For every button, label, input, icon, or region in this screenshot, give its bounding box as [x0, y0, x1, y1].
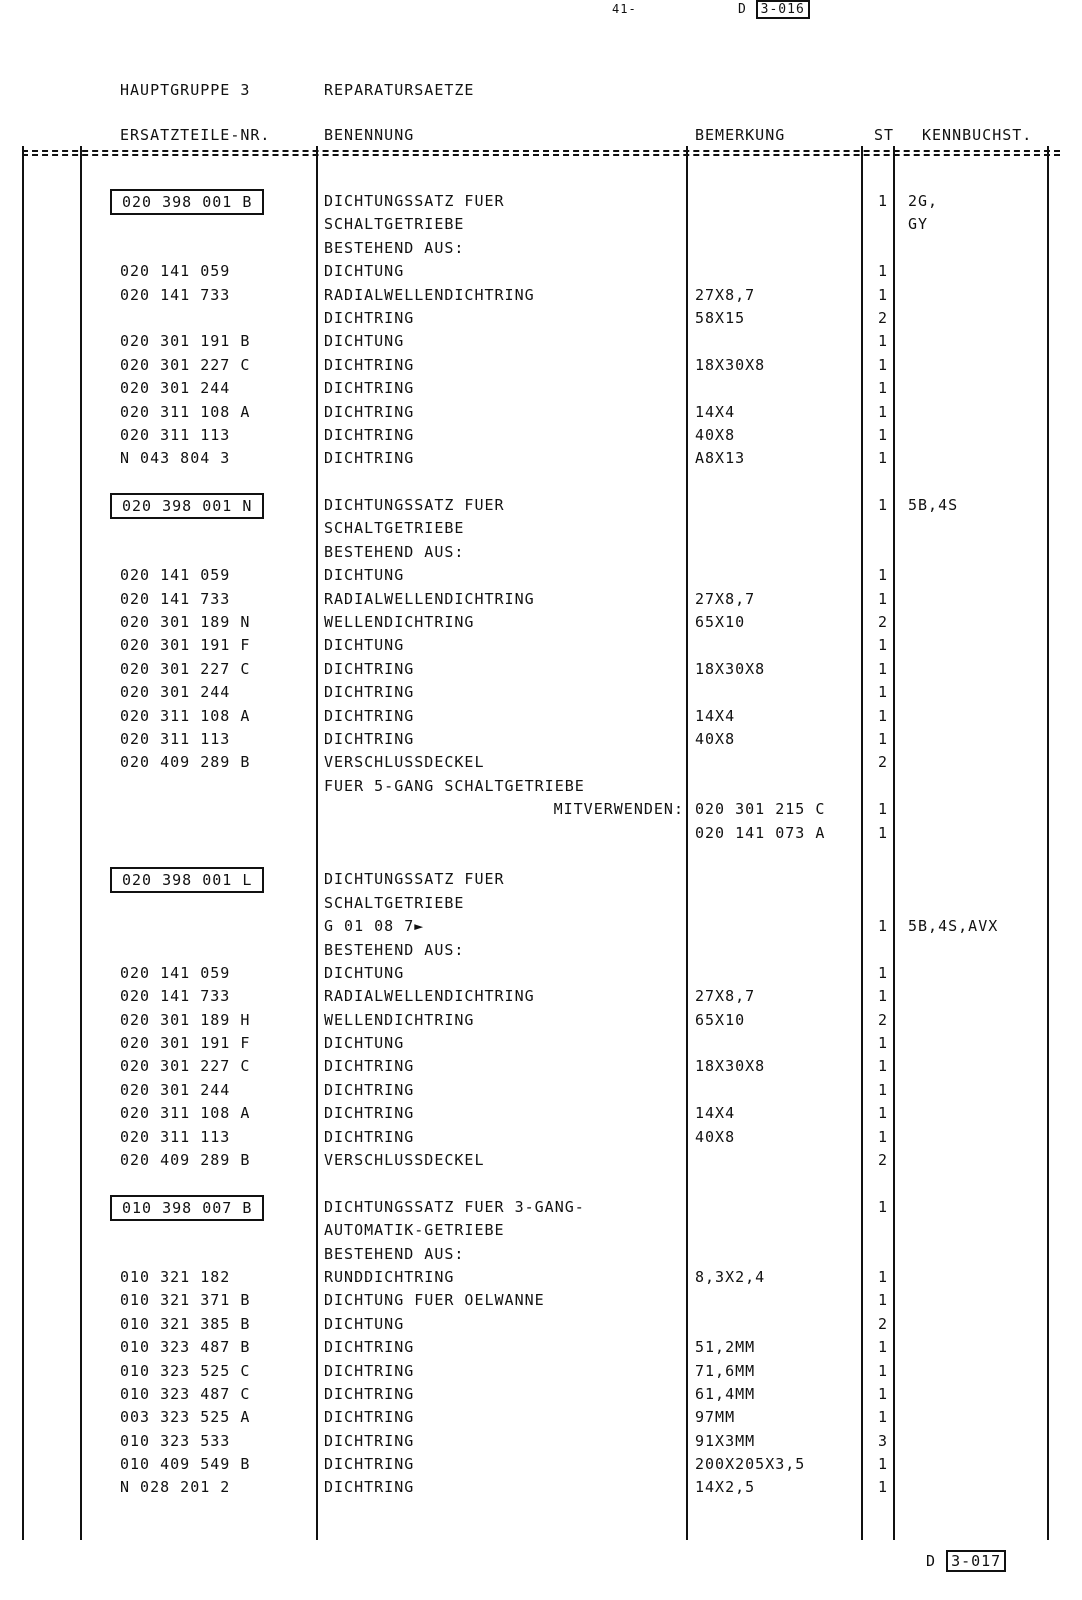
qty-cell: 1 [877, 683, 888, 702]
name-cell: DICHTUNG [324, 1314, 405, 1333]
name-cell: DICHTRING [324, 729, 415, 748]
column-header-remark: BEMERKUNG [695, 126, 786, 144]
table-row [0, 1289, 1082, 1312]
name-cell: RADIALWELLENDICHTRING [324, 285, 535, 304]
table-row [0, 377, 1082, 400]
qty-cell: 1 [877, 823, 888, 842]
table-row [0, 588, 1082, 611]
part-number-cell: 020 141 059 [120, 963, 231, 982]
remark-cell: 14X4 [695, 1104, 736, 1123]
qty-cell: 1 [877, 1267, 888, 1286]
qty-cell: 2 [877, 753, 888, 772]
table-row [0, 1360, 1082, 1383]
part-number-cell: 020 409 289 B [120, 753, 251, 772]
qty-cell: 3 [877, 1431, 888, 1450]
part-number-cell: 020 301 227 C [120, 1057, 251, 1076]
part-number-cell: 020 301 227 C [120, 659, 251, 678]
table-row [0, 1102, 1082, 1125]
table-row [0, 1336, 1082, 1359]
table-row [0, 728, 1082, 751]
column-header-qty: ST [874, 126, 895, 144]
table-row [0, 1009, 1082, 1032]
table-row [0, 494, 1082, 517]
table-row [0, 1406, 1082, 1429]
part-number-cell: 020 409 289 B [120, 1151, 251, 1170]
remark-cell: 40X8 [695, 425, 736, 444]
table-row [0, 237, 1082, 260]
name-cell: SCHALTGETRIEBE [324, 893, 465, 912]
name-cell: DICHTRING [324, 308, 415, 327]
remark-cell: 71,6MM [695, 1361, 756, 1380]
page-code-top-box: 3-016 [756, 0, 810, 19]
part-number-cell: N 028 201 2 [120, 1478, 231, 1497]
name-cell: FUER 5-GANG SCHALTGETRIEBE [324, 776, 585, 795]
table-row [0, 1079, 1082, 1102]
name-cell: DICHTRING [324, 1338, 415, 1357]
table-row [0, 1149, 1082, 1172]
qty-cell: 1 [877, 192, 888, 210]
table-row [0, 354, 1082, 377]
part-number-cell: 010 323 487 C [120, 1384, 251, 1403]
qty-cell: 1 [877, 1197, 888, 1216]
part-number-cell: 020 141 733 [120, 589, 231, 608]
part-number-cell: N 043 804 3 [120, 449, 231, 468]
table-row [0, 798, 1082, 821]
table-row [0, 447, 1082, 470]
qty-cell: 1 [877, 1104, 888, 1123]
qty-cell: 1 [877, 636, 888, 655]
name-cell: BESTEHEND AUS: [324, 1244, 465, 1263]
table-row [0, 611, 1082, 634]
qty-cell: 1 [877, 449, 888, 468]
code-cell: GY [908, 215, 929, 234]
remark-cell: 020 301 215 C [695, 800, 826, 819]
page-code-bottom-box: 3-017 [946, 1550, 1006, 1572]
remark-cell: 18X30X8 [695, 1057, 766, 1076]
name-cell: SCHALTGETRIEBE [324, 215, 465, 234]
header-separator [22, 150, 1060, 156]
remark-cell: 14X4 [695, 706, 736, 725]
part-number-cell: 010 323 525 C [120, 1361, 251, 1380]
remark-cell: 14X4 [695, 402, 736, 421]
remark-cell: 40X8 [695, 1127, 736, 1146]
part-number-cell: 020 301 191 F [120, 636, 251, 655]
name-cell: DICHTRING [324, 1080, 415, 1099]
name-cell: DICHTRING [324, 1127, 415, 1146]
table-row [0, 330, 1082, 353]
name-cell: BESTEHEND AUS: [324, 542, 465, 561]
name-cell: VERSCHLUSSDECKEL [324, 1151, 485, 1170]
remark-cell: 27X8,7 [695, 285, 756, 304]
remark-cell: 58X15 [695, 308, 746, 327]
table-row [0, 1196, 1082, 1219]
part-number-cell: 020 311 108 A [120, 706, 251, 725]
part-number-cell: 020 301 191 B [120, 332, 251, 351]
name-cell: BESTEHEND AUS: [324, 238, 465, 257]
name-cell: DICHTUNGSSATZ FUER [324, 192, 505, 210]
qty-cell: 1 [877, 1478, 888, 1497]
table-row [0, 1453, 1082, 1476]
qty-cell: 1 [877, 262, 888, 281]
column-header-name: BENENNUNG [324, 126, 415, 144]
qty-cell: 1 [877, 285, 888, 304]
table-row [0, 705, 1082, 728]
table-row [0, 658, 1082, 681]
name-cell: DICHTRING [324, 683, 415, 702]
remark-cell: 61,4MM [695, 1384, 756, 1403]
qty-cell: 1 [877, 1408, 888, 1427]
qty-cell: 1 [877, 402, 888, 421]
remark-cell: 97MM [695, 1408, 736, 1427]
name-cell: DICHTUNGSSATZ FUER [324, 870, 505, 889]
table-row [0, 1055, 1082, 1078]
table-row [0, 915, 1082, 938]
name-cell: DICHTUNG [324, 963, 405, 982]
name-cell: DICHTRING [324, 659, 415, 678]
qty-cell: 1 [877, 589, 888, 608]
part-number-cell: 020 311 108 A [120, 1104, 251, 1123]
name-cell: DICHTUNG [324, 566, 405, 585]
name-cell: DICHTRING [324, 1384, 415, 1403]
table-row [0, 1032, 1082, 1055]
table-row [0, 775, 1082, 798]
qty-cell: 2 [877, 308, 888, 327]
name-cell: DICHTRING [324, 1455, 415, 1474]
table-row [0, 681, 1082, 704]
table-row [0, 1219, 1082, 1242]
part-number-cell: 020 301 191 F [120, 1034, 251, 1053]
name-cell: BESTEHEND AUS: [324, 940, 465, 959]
remark-cell: 40X8 [695, 729, 736, 748]
table-row [0, 1476, 1082, 1499]
qty-cell: 1 [877, 987, 888, 1006]
qty-cell: 1 [877, 917, 888, 936]
main-group-title: REPARATURSAETZE [324, 81, 475, 99]
part-number-cell: 020 301 244 [120, 1080, 231, 1099]
name-cell: WELLENDICHTRING [324, 613, 475, 632]
name-cell: DICHTUNG [324, 636, 405, 655]
name-cell: VERSCHLUSSDECKEL [324, 753, 485, 772]
qty-cell: 1 [877, 1361, 888, 1380]
qty-cell: 2 [877, 1314, 888, 1333]
name-cell: DICHTRING [324, 379, 415, 398]
qty-cell: 1 [877, 1291, 888, 1310]
part-number-cell: 003 323 525 A [120, 1408, 251, 1427]
code-cell: 5B,4S,AVX [908, 917, 999, 936]
table-row [0, 1313, 1082, 1336]
part-number-cell: 020 301 189 N [120, 613, 251, 632]
kit-part-number: 020 398 001 B [110, 189, 264, 215]
group-spacer [0, 471, 1082, 494]
part-number-cell: 010 321 385 B [120, 1314, 251, 1333]
remark-cell: 51,2MM [695, 1338, 756, 1357]
table-row [0, 1266, 1082, 1289]
qty-cell: 1 [877, 1057, 888, 1076]
name-cell: RADIALWELLENDICHTRING [324, 589, 535, 608]
name-cell: DICHTUNG [324, 332, 405, 351]
table-row [0, 213, 1082, 236]
table-row [0, 892, 1082, 915]
name-cell: RUNDDICHTRING [324, 1267, 455, 1286]
qty-cell: 1 [877, 963, 888, 982]
remark-cell: 8,3X2,4 [695, 1267, 766, 1286]
part-number-cell: 020 301 244 [120, 379, 231, 398]
qty-cell: 1 [877, 1080, 888, 1099]
column-header-part-no: ERSATZTEILE-NR. [120, 126, 271, 144]
name-cell: G 01 08 7► [324, 917, 425, 936]
table-row [0, 401, 1082, 424]
group-spacer [0, 845, 1082, 868]
part-number-cell: 020 311 113 [120, 729, 231, 748]
table-row [0, 868, 1082, 891]
part-number-cell: 020 141 059 [120, 262, 231, 281]
part-number-cell: 010 323 487 B [120, 1338, 251, 1357]
table-row [0, 1430, 1082, 1453]
table-row [0, 634, 1082, 657]
table-row [0, 564, 1082, 587]
qty-cell: 1 [877, 800, 888, 819]
page-code-top: D 3-016 [738, 2, 810, 17]
kit-part-number: 020 398 001 L [110, 867, 264, 893]
remark-cell: 27X8,7 [695, 987, 756, 1006]
code-cell: 2G, [908, 192, 939, 210]
name-cell: DICHTUNG FUER OELWANNE [324, 1291, 545, 1310]
part-number-cell: 010 323 533 [120, 1431, 231, 1450]
name-cell: DICHTRING [324, 1057, 415, 1076]
part-number-cell: 020 311 113 [120, 1127, 231, 1146]
table-row [0, 1126, 1082, 1149]
qty-cell: 2 [877, 1151, 888, 1170]
name-cell: DICHTRING [324, 1408, 415, 1427]
part-number-cell: 010 321 182 [120, 1267, 231, 1286]
part-number-cell: 020 311 113 [120, 425, 231, 444]
page-code-bottom: D 3-017 [926, 1552, 1006, 1570]
qty-cell: 1 [877, 706, 888, 725]
column-header-code: KENNBUCHST. [922, 126, 1033, 144]
table-row [0, 541, 1082, 564]
name-cell: DICHTUNGSSATZ FUER [324, 496, 505, 515]
name-cell: DICHTRING [324, 1361, 415, 1380]
name-cell: SCHALTGETRIEBE [324, 519, 465, 538]
qty-cell: 1 [877, 425, 888, 444]
qty-cell: 1 [877, 566, 888, 585]
qty-cell: 1 [877, 379, 888, 398]
remark-cell: 14X2,5 [695, 1478, 756, 1497]
name-cell: DICHTUNGSSATZ FUER 3-GANG- [324, 1197, 585, 1216]
table-row [0, 962, 1082, 985]
name-cell: DICHTRING [324, 355, 415, 374]
table-row [0, 190, 1082, 213]
use-with-label: MITVERWENDEN: [553, 800, 684, 819]
name-cell: DICHTUNG [324, 1034, 405, 1053]
part-number-cell: 020 141 733 [120, 987, 231, 1006]
table-row [0, 284, 1082, 307]
qty-cell: 1 [877, 1338, 888, 1357]
qty-cell: 1 [877, 729, 888, 748]
part-number-cell: 010 409 549 B [120, 1455, 251, 1474]
qty-cell: 1 [877, 332, 888, 351]
table-row [0, 1243, 1082, 1266]
remark-cell: 18X30X8 [695, 355, 766, 374]
qty-cell: 1 [877, 659, 888, 678]
remark-cell: 200X205X3,5 [695, 1455, 806, 1474]
table-row [0, 1383, 1082, 1406]
qty-cell: 1 [877, 1384, 888, 1403]
name-cell: WELLENDICHTRING [324, 1010, 475, 1029]
qty-cell: 1 [877, 496, 888, 515]
qty-cell: 2 [877, 613, 888, 632]
qty-cell: 1 [877, 1455, 888, 1474]
remark-cell: 020 141 073 A [695, 823, 826, 842]
part-number-cell: 020 301 244 [120, 683, 231, 702]
remark-cell: A8X13 [695, 449, 746, 468]
kit-part-number: 020 398 001 N [110, 493, 264, 519]
page-ref-top: 41- [612, 2, 637, 16]
remark-cell: 65X10 [695, 613, 746, 632]
name-cell: DICHTRING [324, 449, 415, 468]
part-number-cell: 020 301 189 H [120, 1010, 251, 1029]
name-cell: AUTOMATIK-GETRIEBE [324, 1221, 505, 1240]
table-row [0, 751, 1082, 774]
name-cell: DICHTRING [324, 1104, 415, 1123]
qty-cell: 1 [877, 1034, 888, 1053]
qty-cell: 1 [877, 1127, 888, 1146]
table-row [0, 822, 1082, 845]
main-group-label: HAUPTGRUPPE 3 [120, 81, 251, 99]
part-number-cell: 020 311 108 A [120, 402, 251, 421]
part-number-cell: 020 141 733 [120, 285, 231, 304]
name-cell: DICHTRING [324, 1431, 415, 1450]
table-row [0, 517, 1082, 540]
remark-cell: 18X30X8 [695, 659, 766, 678]
table-row [0, 985, 1082, 1008]
name-cell: DICHTUNG [324, 262, 405, 281]
remark-cell: 65X10 [695, 1010, 746, 1029]
remark-cell: 91X3MM [695, 1431, 756, 1450]
code-cell: 5B,4S [908, 496, 959, 515]
table-row [0, 260, 1082, 283]
table-row [0, 939, 1082, 962]
name-cell: DICHTRING [324, 1478, 415, 1497]
group-spacer [0, 1172, 1082, 1195]
part-number-cell: 020 301 227 C [120, 355, 251, 374]
qty-cell: 2 [877, 1010, 888, 1029]
name-cell: DICHTRING [324, 706, 415, 725]
qty-cell: 1 [877, 355, 888, 374]
name-cell: DICHTRING [324, 402, 415, 421]
part-number-cell: 010 321 371 B [120, 1291, 251, 1310]
part-number-cell: 020 141 059 [120, 566, 231, 585]
table-row [0, 307, 1082, 330]
kit-part-number: 010 398 007 B [110, 1195, 264, 1221]
name-cell: RADIALWELLENDICHTRING [324, 987, 535, 1006]
name-cell: DICHTRING [324, 425, 415, 444]
table-row [0, 424, 1082, 447]
remark-cell: 27X8,7 [695, 589, 756, 608]
parts-table-body [0, 190, 1082, 1500]
